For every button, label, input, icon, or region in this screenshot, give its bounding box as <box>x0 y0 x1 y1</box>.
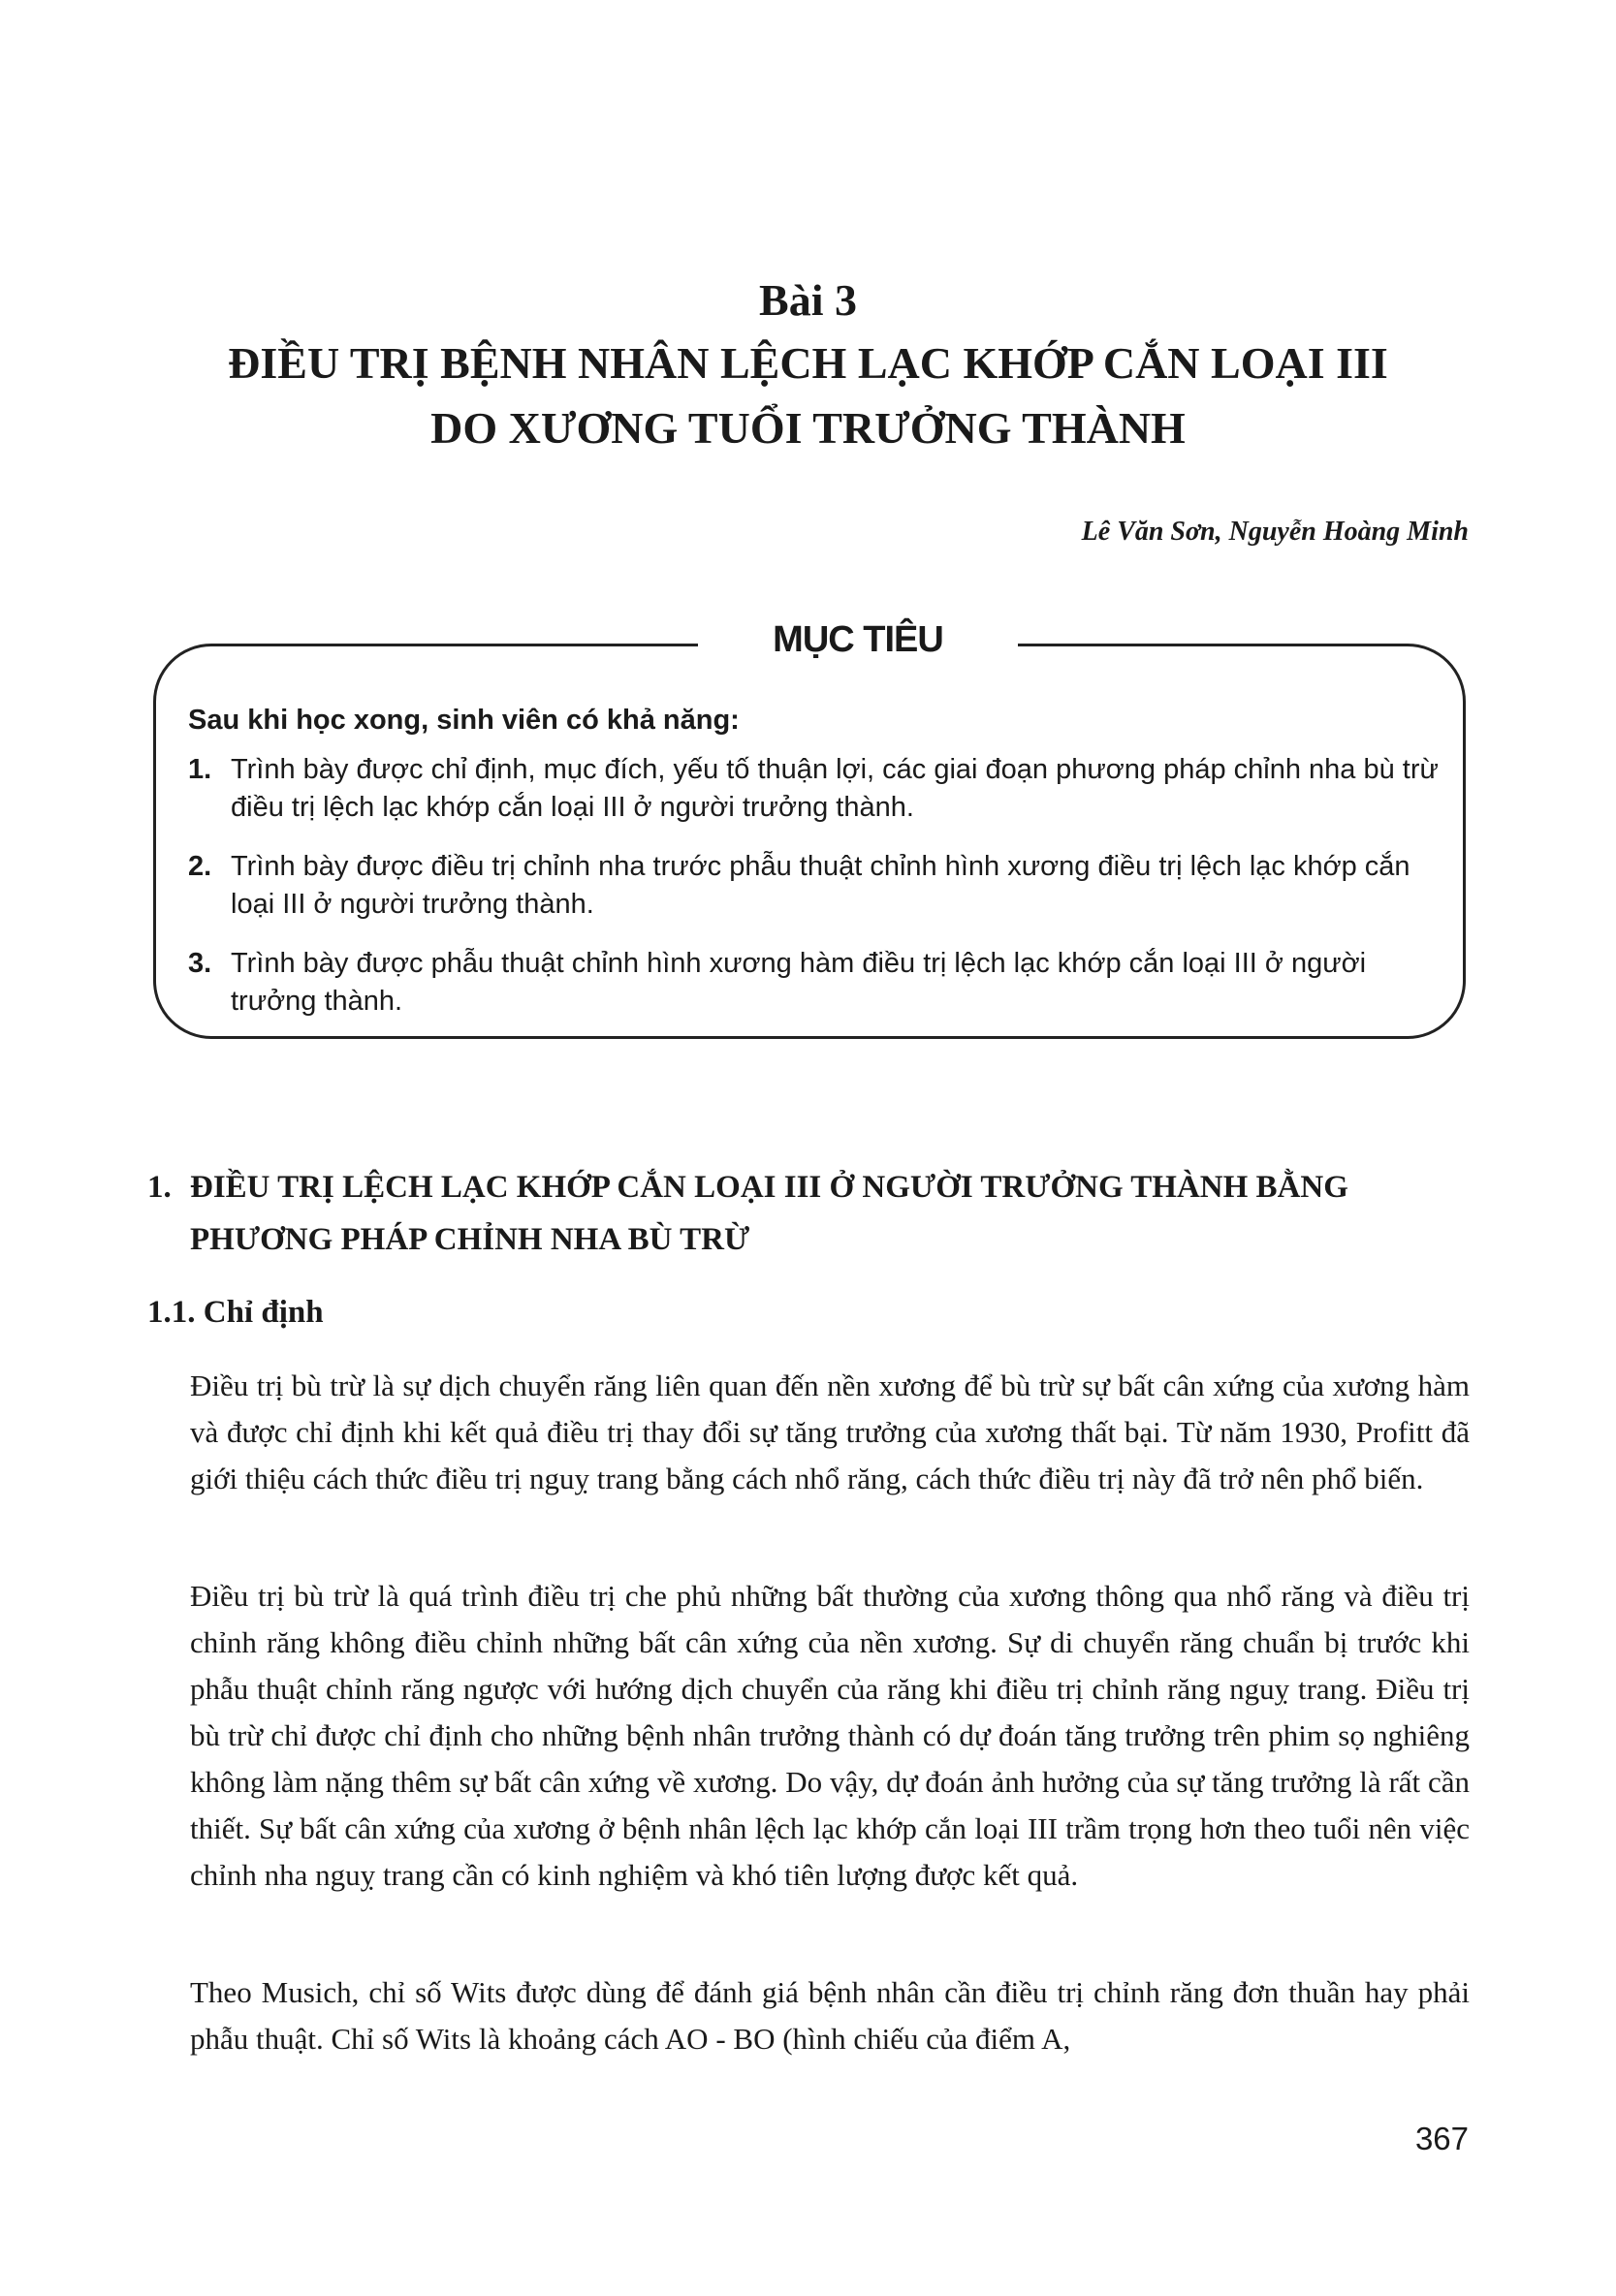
objective-item <box>188 848 1439 924</box>
objectives-intro: Sau khi học xong, sinh viên có khả năng: <box>188 705 740 736</box>
lesson-title-line-2: DO XƯƠNG TUỔI TRƯỞNG THÀNH <box>430 403 1186 453</box>
objective-text: Trình bày được chỉ định, mục đích, yếu tố thuận lợi, các giai đoạn phương pháp chỉnh nha bù trừ điều trị lệch lạc khớp cắn loại III ở người trưởng thành. <box>231 754 1439 823</box>
objective-text: Trình bày được điều trị chỉnh nha trước phẫu thuật chỉnh hình xương điều trị lệch lạc khớp cắn loại III ở người trưởng thành. <box>231 851 1410 920</box>
authors: Lê Văn Sơn, Nguyễn Hoàng Minh <box>1081 517 1469 547</box>
lesson-title-line-1: ĐIỀU TRỊ BỆNH NHÂN LỆCH LẠC KHỚP CẮN LOẠI III <box>228 338 1388 388</box>
subsection-heading: 1.1. Chỉ định <box>147 1295 324 1330</box>
objective-number: 3. <box>188 948 212 979</box>
paragraph: Điều trị bù trừ là quá trình điều trị che phủ những bất thường của xương thông qua nhổ răng và điều trị chỉnh răng không điều chỉnh những bất cân xứng của nền xương. Sự di chuyển răng chuẩn bị trước khi phẫu thuật chỉnh răng ngược với hướng dịch chuyển của răng khi điều trị chỉnh răng nguỵ trang. Điều trị bù trừ chỉ được chỉ định cho những bệnh nhân trưởng thành có dự đoán tăng trưởng trên phim sọ nghiêng không làm nặng thêm sự bất cân xứng về xương. Do vậy, dự đoán ảnh hưởng của sự tăng trưởng là rất cần thiết. Sự bất cân xứng của xương ở bệnh nhân lệch lạc khớp cắn loại III trầm trọng hơn theo tuổi nên việc chỉnh nha nguỵ trang cần có kinh nghiệm và khó tiên lượng được kết quả. <box>190 1579 1470 1892</box>
objective-item <box>188 751 1439 827</box>
paragraph: Theo Musich, chỉ số Wits được dùng để đánh giá bệnh nhân cần điều trị chỉnh răng đơn thuần hay phải phẫu thuật. Chỉ số Wits là khoảng cách AO - BO (hình chiếu của điểm A, <box>190 1975 1470 2056</box>
objective-text: Trình bày được phẫu thuật chỉnh hình xương hàm điều trị lệch lạc khớp cắn loại III ở người trưởng thành. <box>231 948 1367 1017</box>
section-number: 1. <box>147 1170 172 1205</box>
section-title: ĐIỀU TRỊ LỆCH LẠC KHỚP CẮN LOẠI III Ở NGƯỜI TRƯỞNG THÀNH BẰNG PHƯƠNG PHÁP CHỈNH NHA BÙ TRỪ <box>190 1170 1348 1257</box>
objective-number: 1. <box>188 754 212 785</box>
lesson-number: Bài 3 <box>759 275 857 325</box>
section-heading <box>147 1161 1475 1266</box>
objectives-heading: MỤC TIÊU <box>698 611 1018 669</box>
page-number: 367 <box>1414 2121 1469 2156</box>
objective-number: 2. <box>188 851 212 882</box>
objective-item <box>188 945 1439 1021</box>
paragraph: Điều trị bù trừ là sự dịch chuyển răng liên quan đến nền xương để bù trừ sự bất cân xứng của xương hàm và được chỉ định khi kết quả điều trị thay đổi sự tăng trưởng của xương thất bại. Từ năm 1930, Profitt đã giới thiệu cách thức điều trị nguỵ trang bằng cách nhổ răng, cách thức điều trị này đã trở nên phổ biến. <box>190 1368 1470 1495</box>
